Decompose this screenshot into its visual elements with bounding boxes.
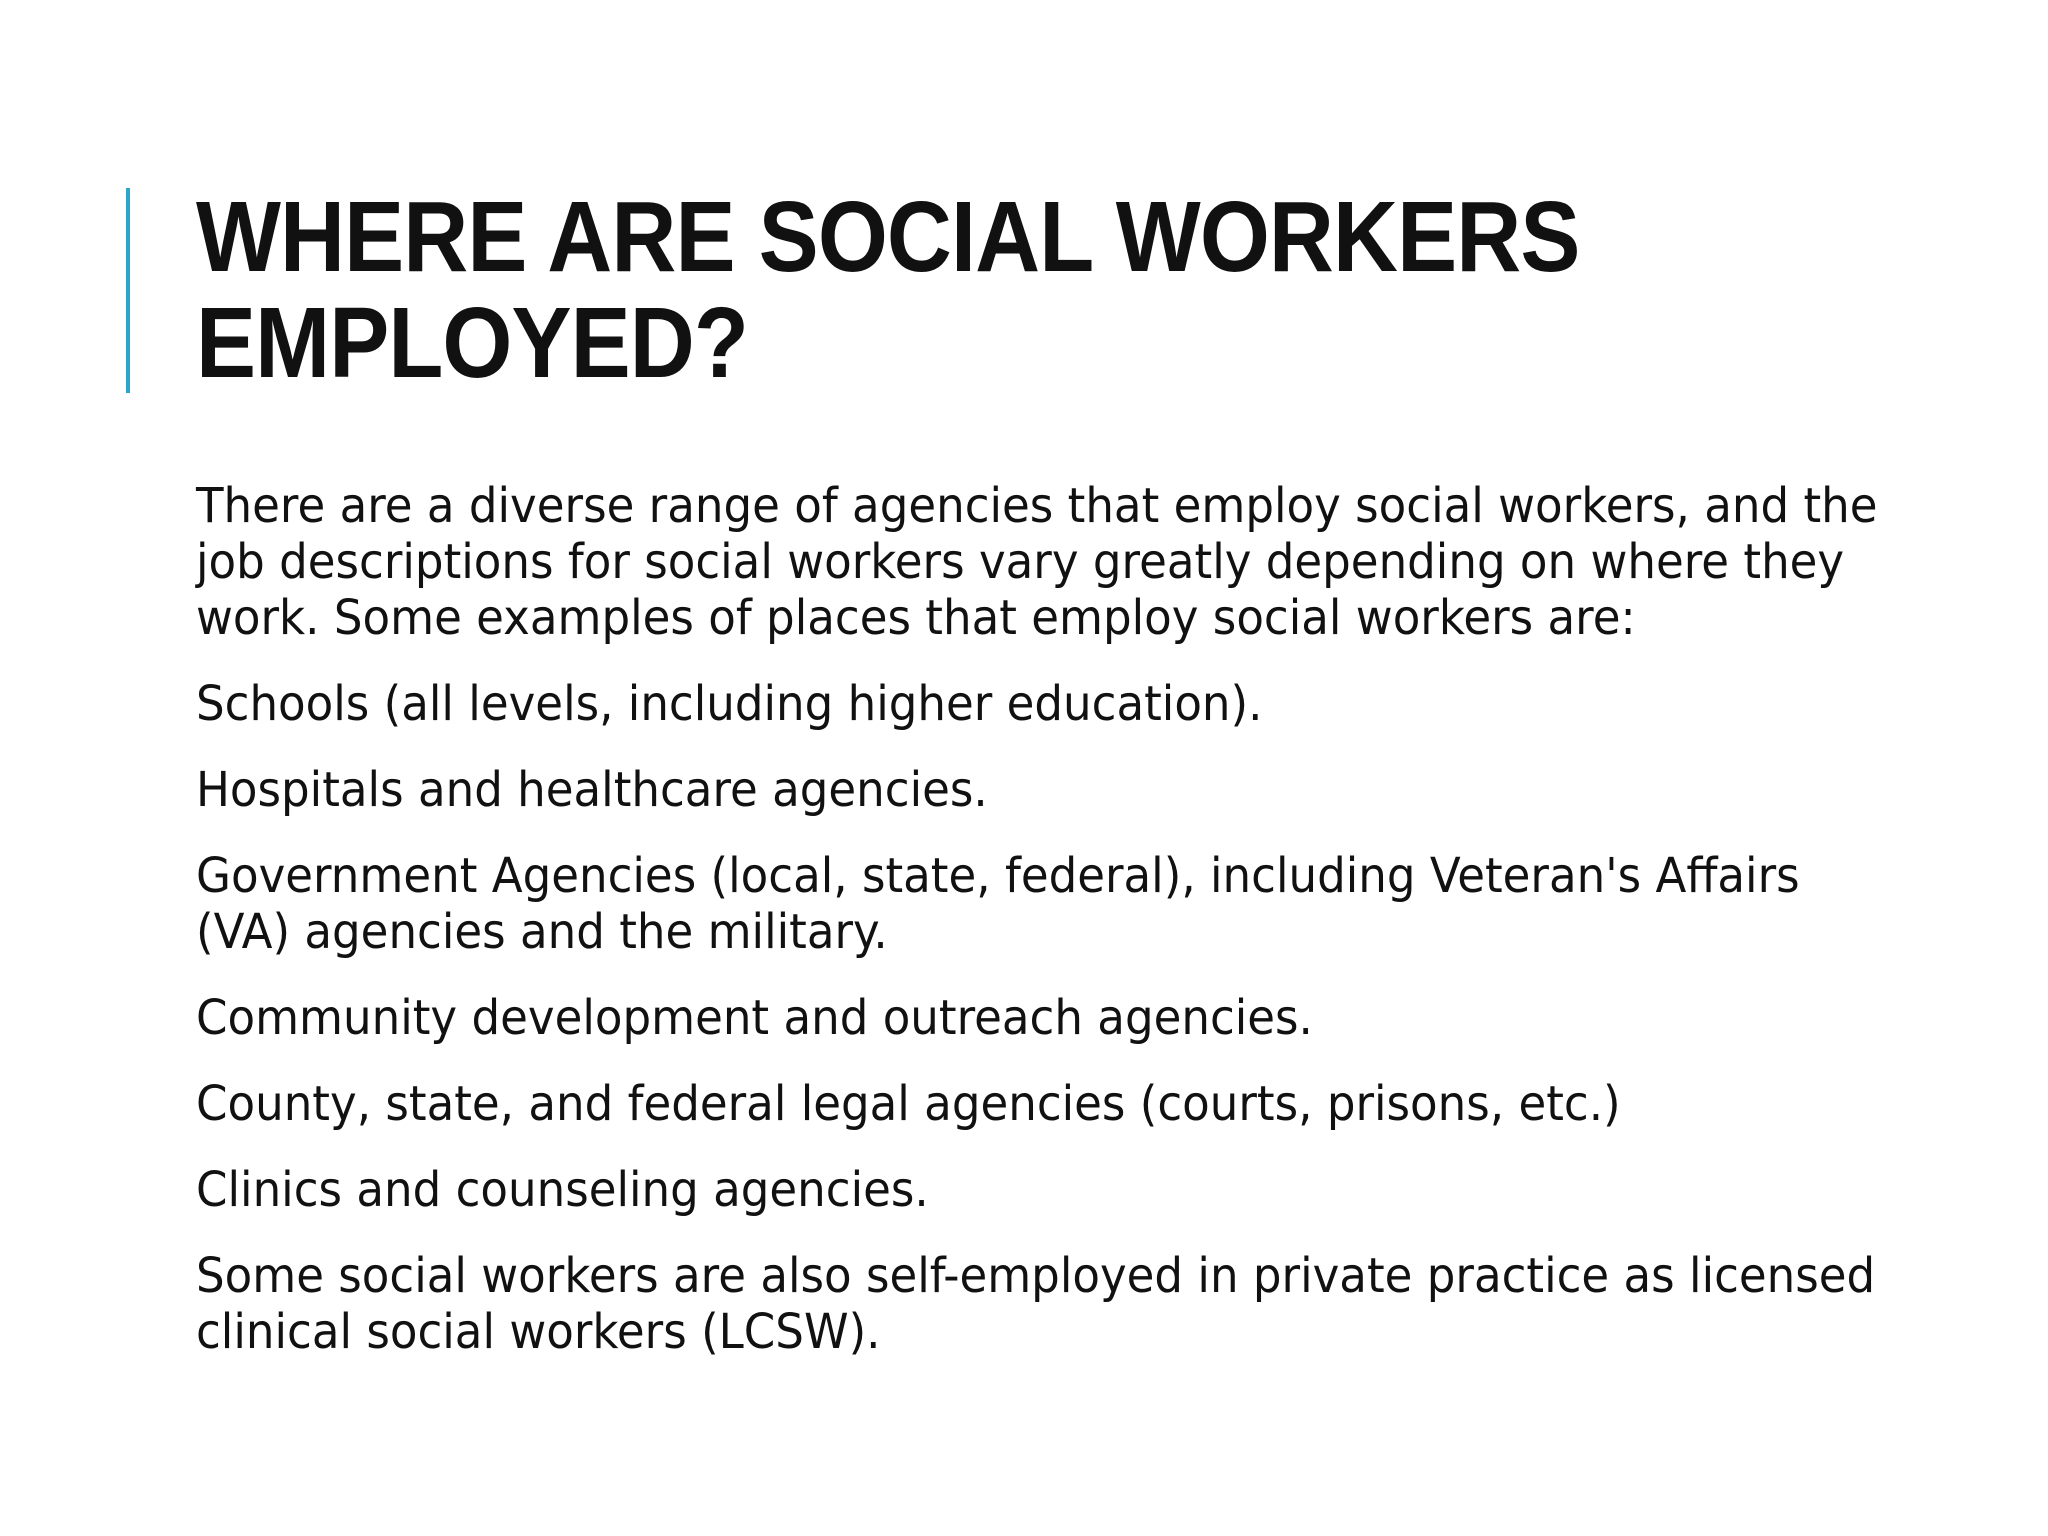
slide-body <box>196 478 1996 1390</box>
intro-paragraph: There are a diverse range of agencies that employ social workers, and the job descriptions for social workers vary greatly depending on where they work. Some examples of places that employ social workers are: <box>196 478 1878 646</box>
list-item-community: Community development and outreach agencies. <box>196 990 1313 1046</box>
title-accent-bar <box>126 188 130 393</box>
slide-title-line-2: EMPLOYED? <box>196 287 748 399</box>
list-item-clinics: Clinics and counseling agencies. <box>196 1162 929 1218</box>
slide-title-line-1: WHERE ARE SOCIAL WORKERS <box>196 181 1580 293</box>
slide-title <box>196 181 1798 399</box>
list-item-private-practice: Some social workers are also self-employed in private practice as licensed clinical social workers (LCSW). <box>196 1248 1876 1360</box>
list-item-hospitals: Hospitals and healthcare agencies. <box>196 762 988 818</box>
list-item-government: Government Agencies (local, state, federal), including Veteran's Affairs (VA) agencies and the military. <box>196 848 1800 960</box>
list-item-schools: Schools (all levels, including higher education). <box>196 676 1263 732</box>
list-item-legal: County, state, and federal legal agencies (courts, prisons, etc.) <box>196 1076 1621 1132</box>
